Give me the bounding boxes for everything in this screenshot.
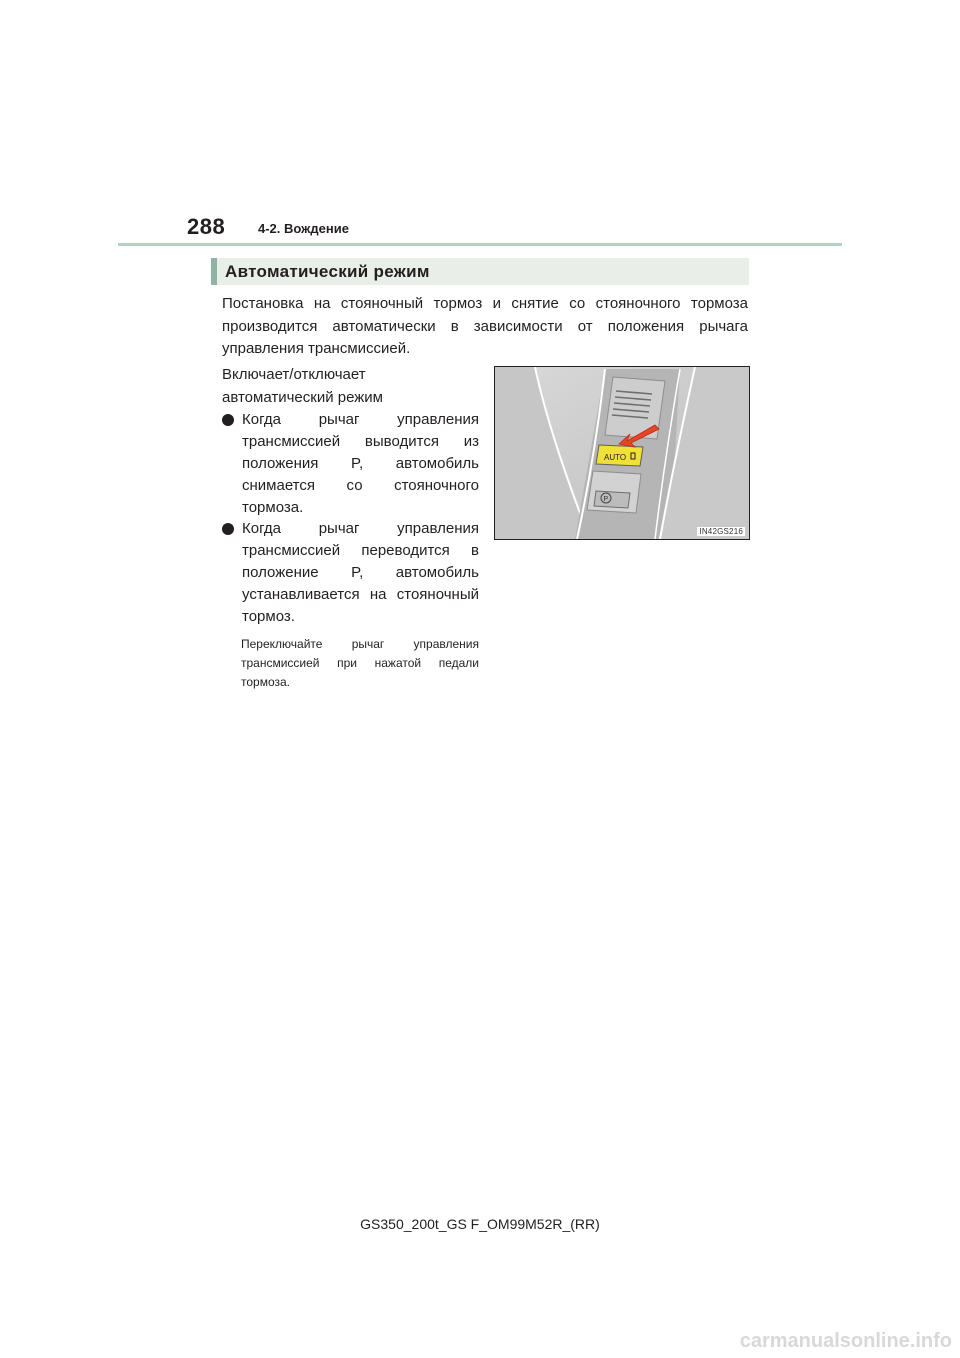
bullet-text: Когда рычаг управления трансмиссией выводится из положения P, автомобиль снимается со стояночного тормоза.	[242, 411, 479, 516]
bullet-text: Когда рычаг управления трансмиссией переводится в положение P, автомобиль устанавливается на стояночный тормоз.	[242, 520, 479, 625]
console-drawing	[495, 367, 749, 539]
document-footer: GS350_200t_GS F_OM99M52R_(RR)	[360, 1216, 600, 1232]
header-divider	[118, 243, 842, 246]
parking-brake-switch-illustration	[494, 366, 750, 540]
watermark: carmanualsonline.info	[739, 1330, 952, 1352]
figure-code: IN42GS216	[699, 527, 743, 536]
svg-text:AUTO: AUTO	[604, 453, 627, 462]
intro-line: Постановка на стояночный тормоз и снятие со стояночного тормоза	[222, 295, 748, 312]
section-title: 4-2. Вождение	[258, 221, 349, 236]
note-text: Переключайте рычаг управления трансмиссией при нажатой педали тормоза.	[241, 637, 479, 689]
bullet-icon	[222, 523, 234, 535]
intro-line: производится автоматически в зависимости от положения рычага	[222, 317, 748, 335]
page-number: 288	[187, 214, 226, 239]
intro-paragraph	[222, 293, 748, 361]
parking-switch-icon	[594, 491, 630, 508]
section-heading: Автоматический режим	[225, 262, 430, 281]
bullet-icon	[222, 414, 234, 426]
intro-line: управления трансмиссией.	[222, 340, 411, 357]
svg-text:P: P	[603, 496, 609, 503]
auto-button-icon	[596, 445, 643, 466]
toggle-description: Включает/отключает автоматический режим	[222, 366, 383, 406]
